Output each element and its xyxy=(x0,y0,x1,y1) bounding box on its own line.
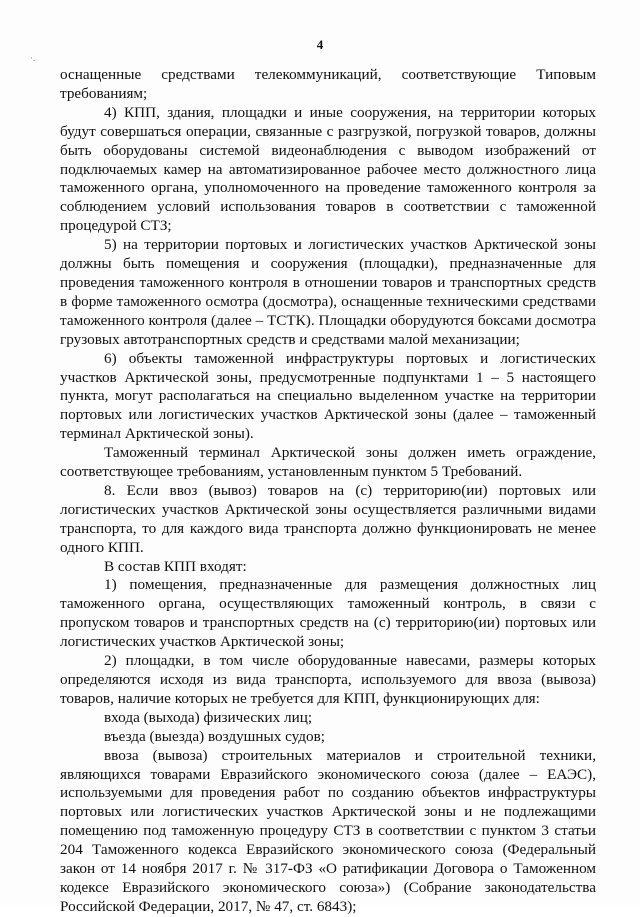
paragraph: входа (выхода) физических лиц; xyxy=(104,708,313,726)
paragraph: въезда (выезда) воздушных судов; xyxy=(104,727,325,745)
paragraph: 4) КПП, здания, площадки и иные сооружения, на территории которых будут совершаться операции, связанные с разгрузкой, погрузкой товаров, должны быть оборудованы системой видеонаблюдения с выводом изображений от подключаемых камер на автоматизированное рабочее место должностного лица таможенного органа, уполномоченного на проведение таможенного контроля за соблюдением условий использования товаров в соответствии с таможенной процедурой СТЗ; xyxy=(60,103,596,235)
scan-mark: ·. xyxy=(30,53,36,63)
paragraph: 1) помещения, предназначенные для размещения должностных лиц таможенного органа, осуществляющих таможенный контроль, в связи с пропуском товаров и транспортных средств на (с) территорию(ии) портовых или логистических участков Арктической зоны; xyxy=(60,576,596,651)
page-number: 4 xyxy=(316,37,324,52)
paragraph: В состав КПП входят: xyxy=(104,557,247,575)
paragraph: ввоза (вывоза) строительных материалов и строительной техники, являющихся товарами Евразийского экономического союза (далее – ЕАЭС), используемыми для проведения работ по созданию объектов инфраструктуры портовых или логистических участков Арктической зоны и не подлежащими помещению под таможенную процедуру СТЗ в соответствии с пунктом 3 статьи 204 Таможенного кодекса Евразийского экономического союза (Федеральный закон от 14 ноября 2017 г. № 317-ФЗ «О ратификации Договора о Таможенном кодексе Евразийского экономического союза») (Собрание законодательства Российской Федерации, 2017, № 47, ст. 6843); xyxy=(60,746,596,915)
paragraph: 6) объекты таможенной инфраструктуры портовых и логистических участков Арктической зоны, предусмотренные подпунктами 1 – 5 настоящего пункта, могут располагаться на специально выделенном участке на территории портовых или логистических участков Арктической зоны (далее – таможенный терминал Арктической зоны). xyxy=(60,349,596,443)
paragraph: 8. Если ввоз (вывоз) товаров на (с) территорию(ии) портовых или логистических участков Арктической зоны осуществляется различными видами транспорта, то для каждого вида транспорта должно функционировать не менее одного КПП. xyxy=(60,481,596,556)
paragraph: Таможенный терминал Арктической зоны должен иметь ограждение, соответствующее требованиям, установленным пунктом 5 Требований. xyxy=(60,444,596,481)
paragraph: 2) площадки, в том числе оборудованные навесами, размеры которых определяются исходя из вида транспорта, используемого для ввоза (вывоза) товаров, наличие которых не требуется для КПП, функционирующих для: xyxy=(60,652,596,707)
document-body xyxy=(60,66,596,917)
paragraph: 5) на территории портовых и логистических участков Арктической зоны должны быть помещения и сооружения (площадки), предназначенные для проведения таможенного контроля в отношении товаров и транспортных средств в форме таможенного осмотра (досмотра), оснащенные техническими средствами таможенного контроля (далее – ТСТК). Площадки оборудуются боксами досмотра грузовых автотранспортных средств и средствами малой механизации; xyxy=(60,236,596,348)
paragraph: оснащенные средствами телекоммуникаций, соответствующие Типовым требованиям; xyxy=(60,66,596,102)
